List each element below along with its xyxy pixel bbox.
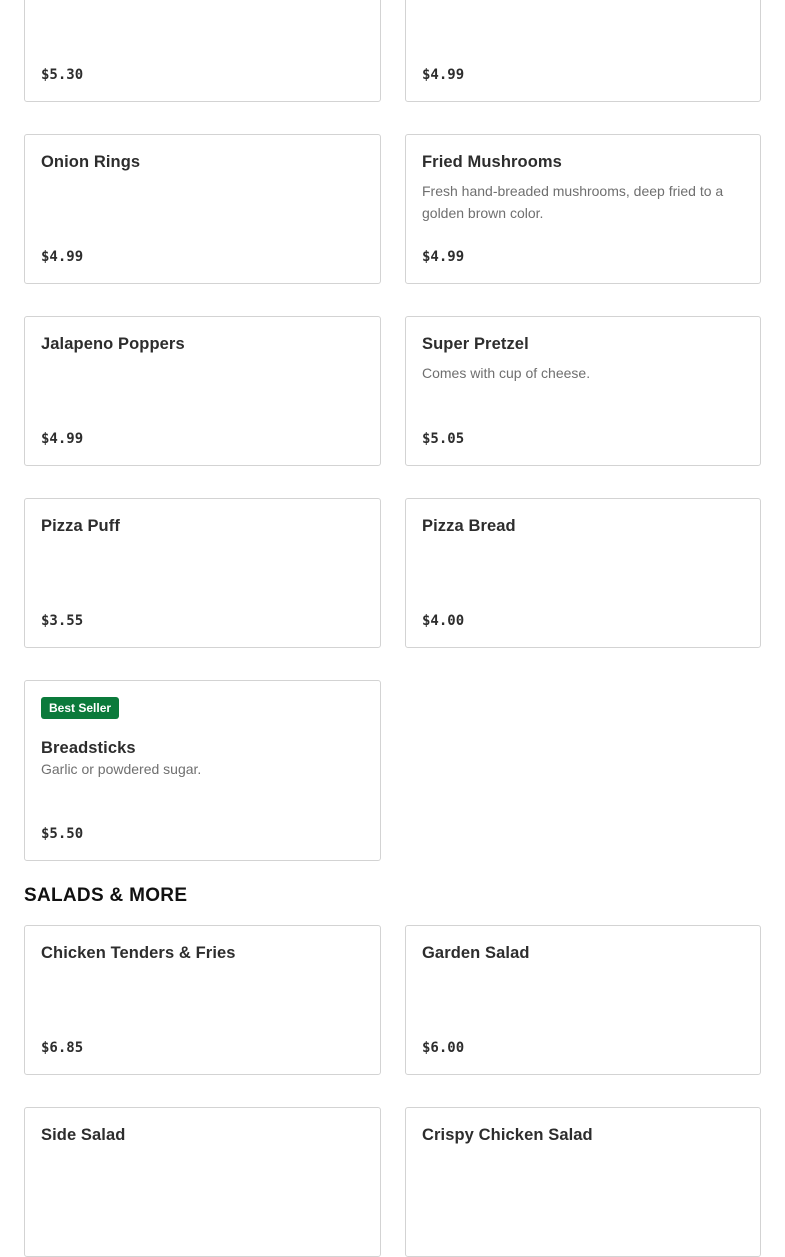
item-name: Super Pretzel bbox=[422, 335, 529, 353]
menu-item-card-onion-rings[interactable] bbox=[24, 134, 381, 284]
menu-item-card[interactable] bbox=[24, 0, 381, 102]
item-price: $6.00 bbox=[422, 1040, 465, 1056]
item-name: Chicken Tenders & Fries bbox=[41, 944, 236, 962]
menu-item-card-breadsticks[interactable] bbox=[24, 680, 381, 861]
menu-item-card-chicken-tenders[interactable] bbox=[24, 925, 381, 1075]
item-name: Crispy Chicken Salad bbox=[422, 1126, 593, 1144]
item-name: Side Salad bbox=[41, 1126, 126, 1144]
menu-item-card-pizza-bread[interactable] bbox=[405, 498, 761, 648]
item-price: $4.99 bbox=[41, 431, 84, 447]
menu-item-card-crispy-chicken-salad[interactable] bbox=[405, 1107, 761, 1257]
item-description: Comes with cup of cheese. bbox=[422, 365, 591, 381]
menu-item-card-jalapeno-poppers[interactable] bbox=[24, 316, 381, 466]
item-name: Breadsticks bbox=[41, 739, 136, 757]
item-price: $5.50 bbox=[41, 826, 84, 842]
menu-item-card-garden-salad[interactable] bbox=[405, 925, 761, 1075]
menu-item-card-side-salad[interactable] bbox=[24, 1107, 381, 1257]
item-price: $5.30 bbox=[41, 67, 84, 83]
item-name: Jalapeno Poppers bbox=[41, 335, 185, 353]
item-price: $3.55 bbox=[41, 613, 84, 629]
item-name: Pizza Puff bbox=[41, 517, 120, 535]
menu-item-card-pizza-puff[interactable] bbox=[24, 498, 381, 648]
item-price: $4.99 bbox=[422, 249, 465, 265]
item-price: $6.85 bbox=[41, 1040, 84, 1056]
item-price: $4.99 bbox=[422, 67, 465, 83]
item-description: Fresh hand-breaded mushrooms, deep fried to a golden brown color. bbox=[422, 183, 724, 221]
item-name: Fried Mushrooms bbox=[422, 153, 562, 171]
menu-item-card-super-pretzel[interactable] bbox=[405, 316, 761, 466]
menu-item-card-fried-mushrooms[interactable] bbox=[405, 134, 761, 284]
item-name: Garden Salad bbox=[422, 944, 530, 962]
item-price: $4.00 bbox=[422, 613, 465, 629]
item-description: Garlic or powdered sugar. bbox=[41, 761, 202, 777]
section-title-salads: SALADS & MORE bbox=[24, 885, 188, 906]
item-name: Onion Rings bbox=[41, 153, 141, 171]
item-name: Pizza Bread bbox=[422, 517, 516, 535]
best-seller-badge: Best Seller bbox=[41, 697, 119, 719]
item-price: $5.05 bbox=[422, 431, 465, 447]
menu-item-card[interactable] bbox=[405, 0, 761, 102]
item-price: $4.99 bbox=[41, 249, 84, 265]
